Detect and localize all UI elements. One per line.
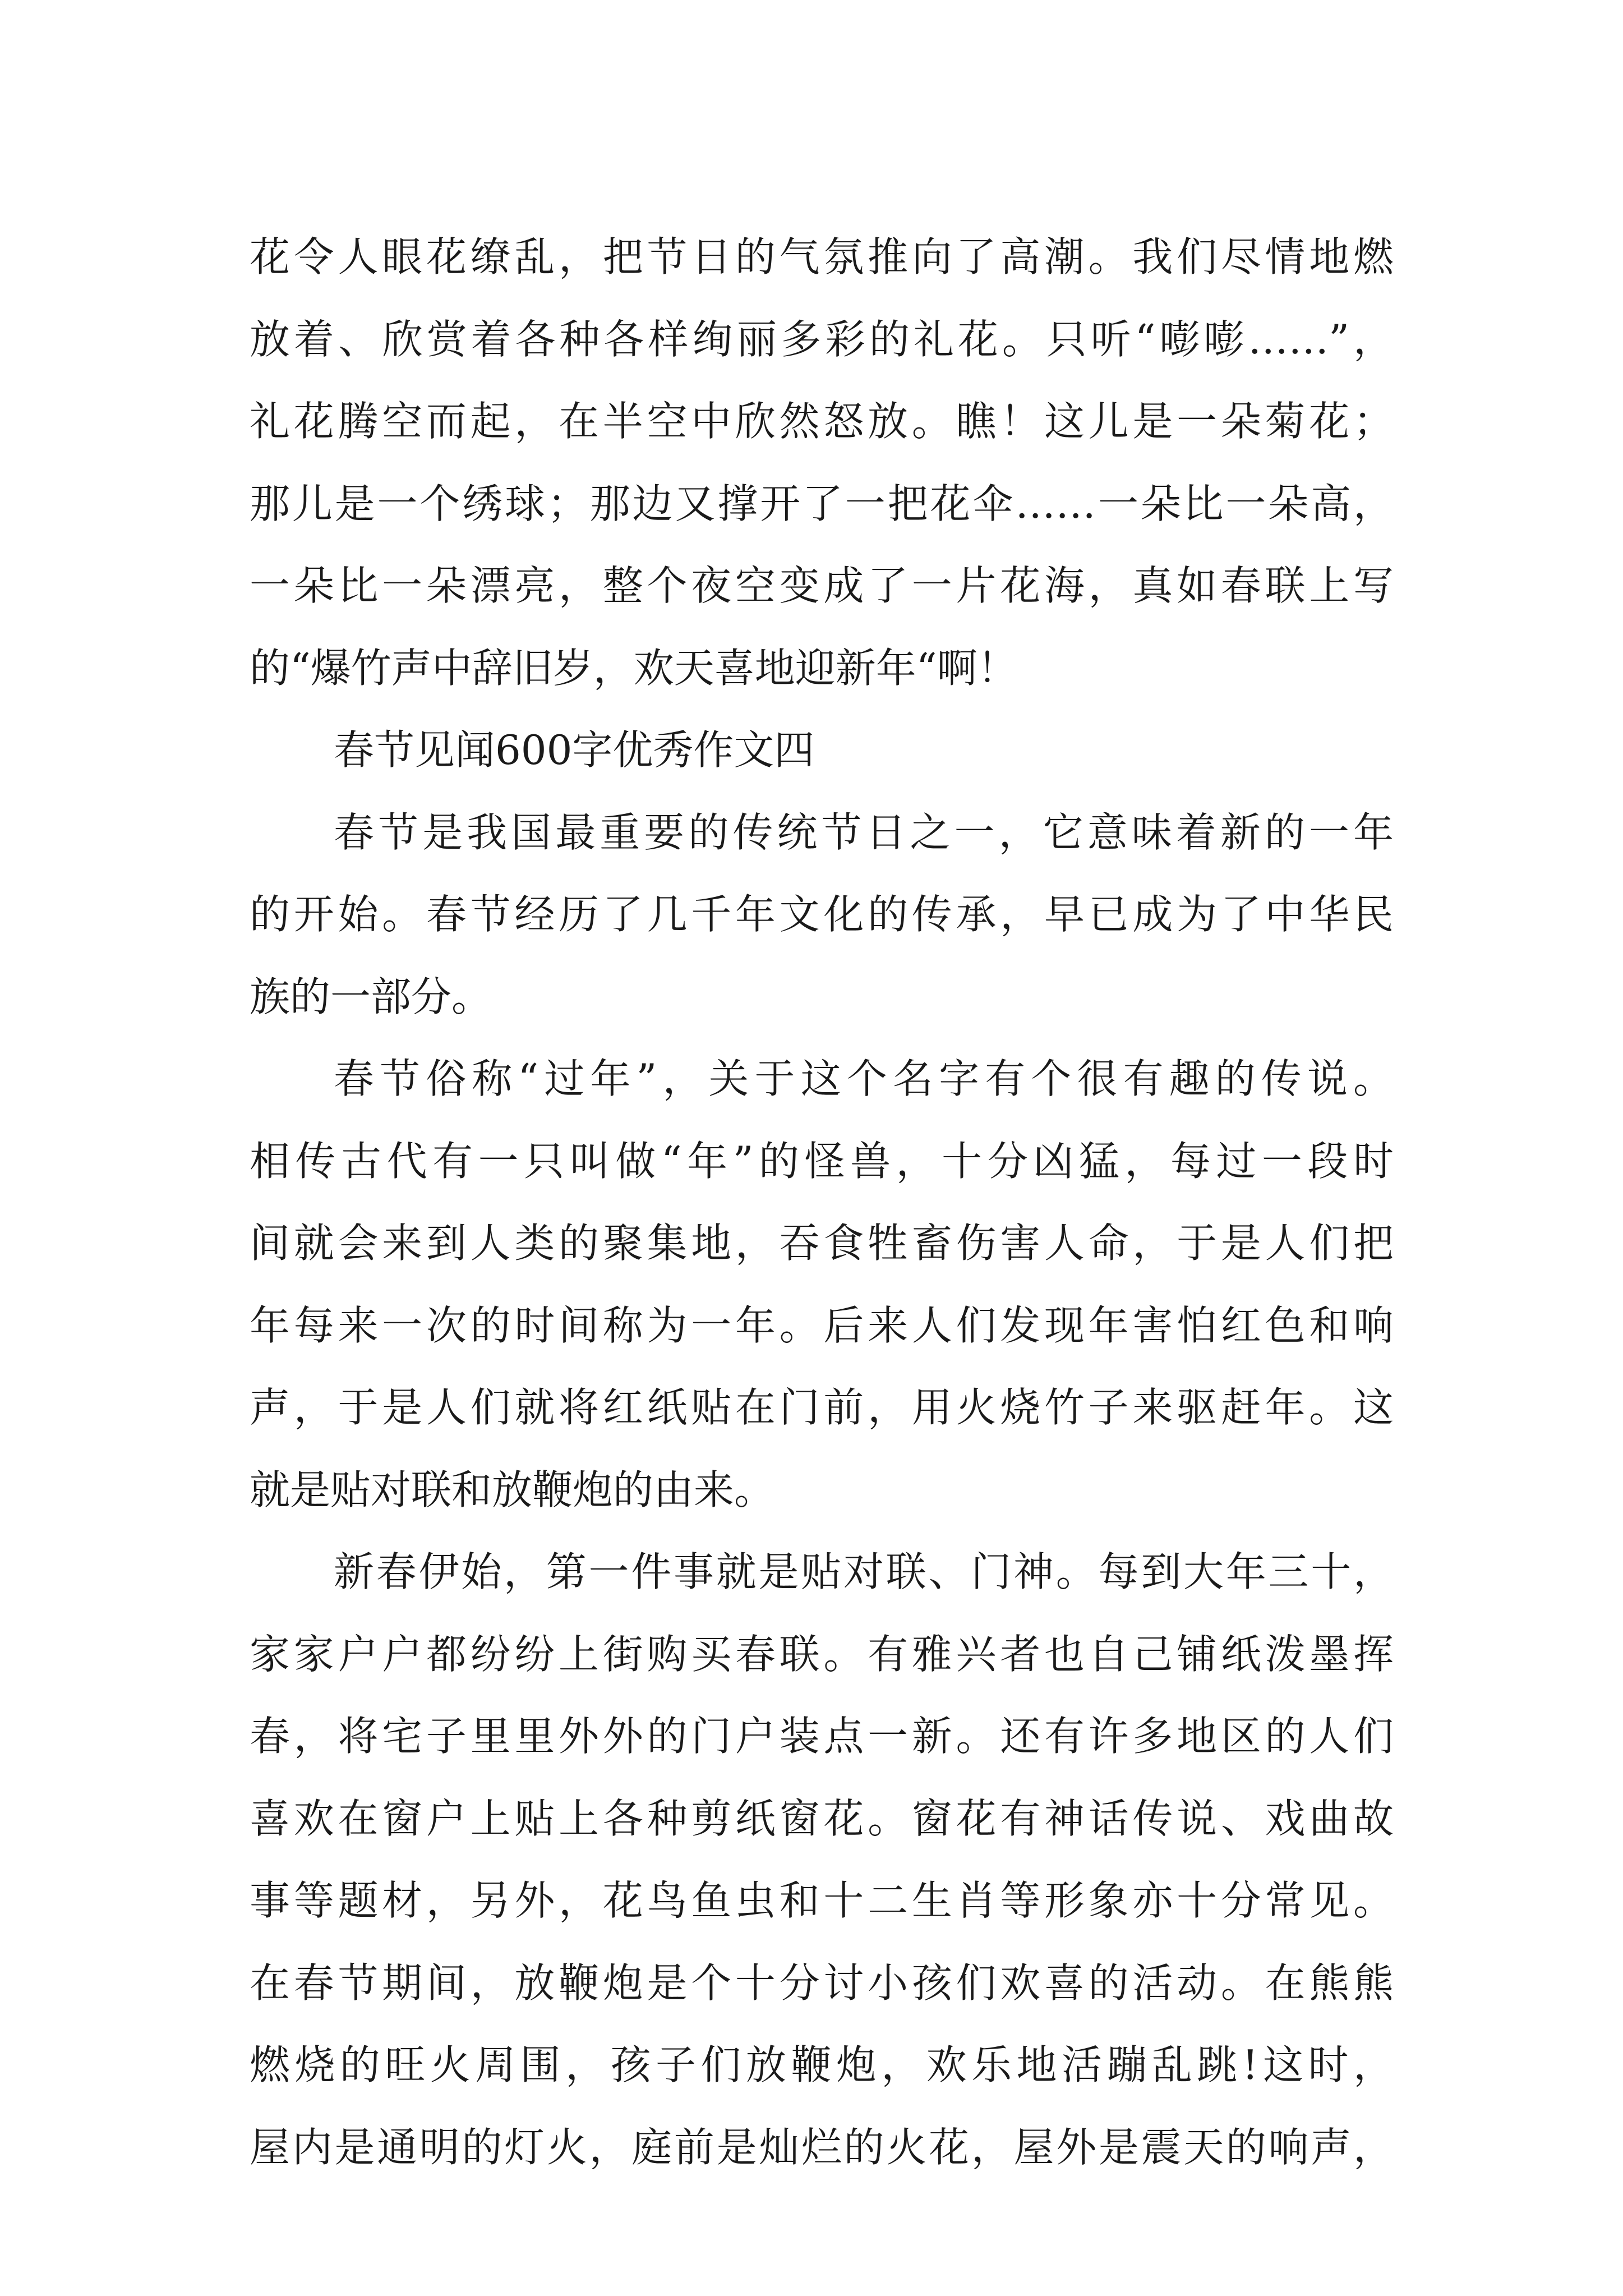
text-line: 放着、欣赏着各种各样绚丽多彩的礼花。只听“嘭嘭……”， xyxy=(250,315,1394,363)
text-line: 家家户户都纷纷上街购买春联。有雅兴者也自己铺纸泼墨挥 xyxy=(250,1630,1394,1678)
text-line: 新春伊始，第一件事就是贴对联、门神。每到大年三十， xyxy=(334,1548,1394,1595)
section-heading: 春节见闻600字优秀作文四 xyxy=(334,726,815,774)
text-line: 年每来一次的时间称为一年。后来人们发现年害怕红色和响 xyxy=(250,1301,1394,1349)
text-line: 的“爆竹声中辞旧岁，欢天喜地迎新年“啊！ xyxy=(250,644,1018,692)
text-line: 礼花腾空而起，在半空中欣然怒放。瞧！这儿是一朵菊花； xyxy=(250,398,1394,445)
text-line: 间就会来到人类的聚集地，吞食牲畜伤害人命，于是人们把 xyxy=(250,1220,1394,1267)
text-line: 相传古代有一只叫做“年”的怪兽，十分凶猛，每过一段时 xyxy=(250,1137,1394,1185)
text-line: 燃烧的旺火周围，孩子们放鞭炮，欢乐地活蹦乱跳!这时， xyxy=(250,2041,1394,2088)
body-text xyxy=(250,216,1394,2188)
text-line: 春，将宅子里里外外的门户装点一新。还有许多地区的人们 xyxy=(250,1713,1394,1760)
text-line: 那儿是一个绣球；那边又撑开了一把花伞……一朵比一朵高， xyxy=(250,480,1394,527)
text-line: 声，于是人们就将红纸贴在门前，用火烧竹子来驱赶年。这 xyxy=(250,1384,1394,1431)
text-line: 一朵比一朵漂亮，整个夜空变成了一片花海，真如春联上写 xyxy=(250,562,1394,609)
text-line: 屋内是通明的灯火，庭前是灿烂的火花，屋外是震天的响声， xyxy=(250,2123,1394,2171)
text-line: 在春节期间，放鞭炮是个十分讨小孩们欢喜的活动。在熊熊 xyxy=(250,1959,1394,2007)
text-line: 春节是我国最重要的传统节日之一，它意味着新的一年 xyxy=(334,808,1394,856)
text-line: 喜欢在窗户上贴上各种剪纸窗花。窗花有神话传说、戏曲故 xyxy=(250,1795,1394,1842)
text-line: 就是贴对联和放鞭炮的由来。 xyxy=(250,1466,775,1513)
text-line: 春节俗称“过年”，关于这个名字有个很有趣的传说。 xyxy=(334,1055,1394,1102)
text-line: 花令人眼花缭乱，把节日的气氛推向了高潮。我们尽情地燃 xyxy=(250,233,1394,280)
text-line: 的开始。春节经历了几千年文化的传承，早已成为了中华民 xyxy=(250,891,1394,938)
text-line: 族的一部分。 xyxy=(250,973,492,1020)
text-line: 事等题材，另外，花鸟鱼虫和十二生肖等形象亦十分常见。 xyxy=(250,1877,1394,1924)
